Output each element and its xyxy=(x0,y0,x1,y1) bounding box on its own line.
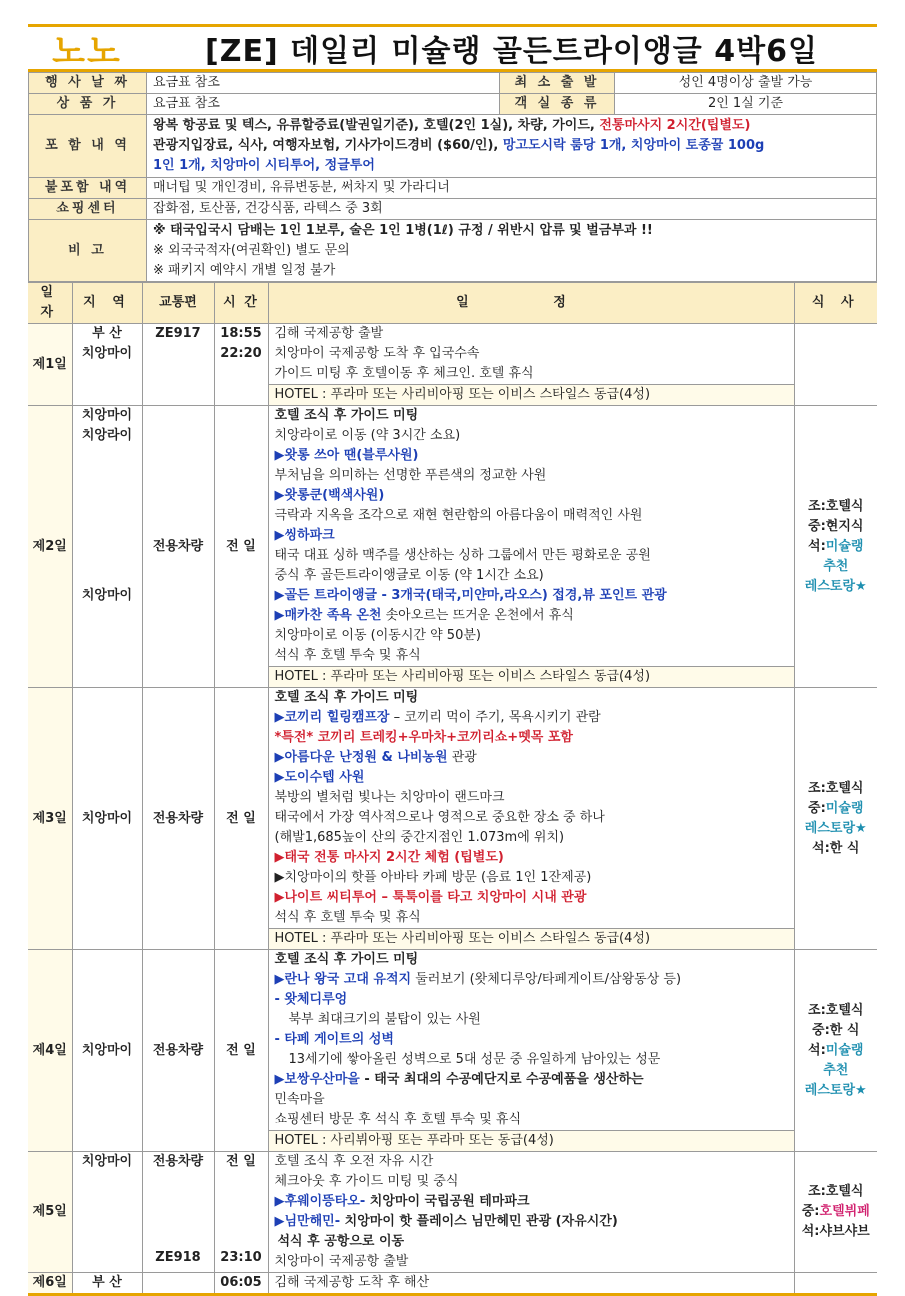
transport-1: 전용차량 xyxy=(152,1154,204,1169)
schedule-line: 치앙마이 국제공항 출발 xyxy=(274,1254,409,1269)
meal-dinner: 석:한 식 xyxy=(812,840,860,856)
time-1: 전 일 xyxy=(226,1154,256,1169)
col-time: 시 간 xyxy=(214,283,268,324)
day-time: 전 일 xyxy=(214,406,268,688)
include-label: 포 함 내 역 xyxy=(29,115,147,178)
price-value: 요금표 참조 xyxy=(147,94,500,115)
schedule-line: 석식 후 호텔 투숙 및 휴식 xyxy=(274,648,421,663)
meal-dinner: 석:샤브샤브 xyxy=(801,1224,870,1239)
buffet-label: 호텔뷔페 xyxy=(819,1204,870,1219)
exclude-value: 매너팁 및 개인경비, 유류변동분, 써차지 및 가라디너 xyxy=(147,178,877,199)
day-city: 부 산 xyxy=(72,1273,142,1295)
schedule-table xyxy=(28,282,877,1296)
schedule-line: 가이드 미팅 후 호텔이동 후 체크인. 호텔 휴식 xyxy=(274,366,534,381)
nimman-name: ▶님만해민- xyxy=(274,1214,341,1229)
day-schedule xyxy=(268,406,794,688)
day-schedule xyxy=(268,1152,794,1273)
shopping-label: 쇼핑센터 xyxy=(29,199,147,220)
day-time: 06:05 xyxy=(214,1273,268,1295)
schedule-line xyxy=(275,748,788,768)
park-desc: 치앙마이 국립공원 테마파크 xyxy=(365,1194,530,1209)
room-type-value: 2인 1실 기준 xyxy=(615,94,877,115)
michelin-label: 미슐랭 xyxy=(825,538,864,554)
room-type-label: 객 실 종 류 xyxy=(500,94,615,115)
city-2: 치앙라이 xyxy=(81,428,133,443)
schedule-line: 김해 국제공항 출발 xyxy=(274,326,384,341)
meal-lunch: 중:현지식 xyxy=(808,518,864,534)
col-meal: 식 사 xyxy=(794,283,877,324)
day-time: 전 일 xyxy=(214,950,268,1152)
day-city xyxy=(72,324,142,406)
document-header xyxy=(28,24,877,72)
schedule-line: 호텔 조식 후 가이드 미팅 xyxy=(274,952,419,967)
michelin-label: 미슐랭 xyxy=(825,800,864,816)
schedule-line: 극락과 지옥을 조각으로 재현 현란함의 아름다움이 매력적인 사원 xyxy=(274,508,643,523)
meal-lunch xyxy=(797,1202,876,1222)
hotel-line: HOTEL : 사리뷔아핑 또는 푸라마 또는 동급(4성) xyxy=(269,1130,794,1151)
time-1: 18:55 xyxy=(220,326,262,341)
include-gifts: 망고도시락 룸당 1개, 치앙마이 토종꿀 100g xyxy=(502,138,765,153)
schedule-line: 호텔 조식 후 가이드 미팅 xyxy=(274,408,419,423)
day-city: 치앙마이 xyxy=(72,688,142,950)
schedule-line xyxy=(275,708,788,728)
page-title: [ZE] 데일리 미슐랭 골든트라이앵글 4박6일 xyxy=(205,34,818,69)
day-schedule xyxy=(268,950,794,1152)
meal-prefix: 석: xyxy=(808,1042,826,1058)
meal-lunch xyxy=(797,799,876,819)
meal-breakfast: 조:호텔식 xyxy=(808,1184,864,1199)
spacer xyxy=(75,446,140,586)
schedule-line: 북부 최대크기의 불탑이 있는 사원 xyxy=(288,1012,481,1027)
schedule-line xyxy=(275,970,788,990)
include-massage: 전통마사지 2시간(팁별도) xyxy=(599,118,751,133)
meal-dinner xyxy=(797,537,876,557)
note-value xyxy=(147,220,877,282)
schedule-line: 북방의 별처럼 빛나는 치앙마이 랜드마크 xyxy=(274,790,505,805)
schedule-line: 호텔 조식 후 가이드 미팅 xyxy=(274,690,419,705)
schedule-line: 치앙라이로 이동 (약 3시간 소요) xyxy=(274,428,461,443)
schedule-line: ▶도이수텝 사원 xyxy=(274,770,365,785)
flight-number: ZE917 xyxy=(155,326,201,341)
day-label: 제2일 xyxy=(28,406,72,688)
day-label: 제1일 xyxy=(28,324,72,406)
meal-restaurant: 레스토랑★ xyxy=(804,820,867,836)
col-schedule: 일 정 xyxy=(268,283,794,324)
schedule-line: 쇼핑센터 방문 후 석식 후 호텔 투숙 및 휴식 xyxy=(274,1112,522,1127)
day-row-3 xyxy=(28,688,877,950)
schedule-line: *특전* 코끼리 트레킹+우마차+코끼리쇼+뗏목 포함 xyxy=(274,730,573,745)
schedule-line: ▶골든 트라이앵글 - 3개국(태국,미얀마,라오스) 접경,뷰 포인트 관광 xyxy=(274,588,667,603)
shopping-value: 잡화점, 토산품, 건강식품, 라텍스 중 3회 xyxy=(147,199,877,220)
schedule-line: ▶나이트 씨티투어 – 툭툭이를 타고 치앙마이 시내 관광 xyxy=(274,890,587,905)
day-row-4 xyxy=(28,950,877,1152)
schedule-line: ▶태국 전통 마사지 2시간 체험 (팁별도) xyxy=(274,850,504,865)
day-schedule xyxy=(268,324,794,406)
schedule-line: 태국에서 가장 역사적으로나 영적으로 중요한 장소 중 하나 xyxy=(274,810,605,825)
michelin-label: 미슐랭 xyxy=(825,1042,864,1058)
schedule-line: 태국 대표 싱하 맥주를 생산하는 싱하 그룹에서 만든 평화로운 공원 xyxy=(274,548,651,563)
garden-name: ▶아름다운 난정원 & 나비농원 xyxy=(274,750,448,765)
schedule-line: 민속마을 xyxy=(274,1092,325,1107)
day-transport xyxy=(142,1152,214,1273)
meal-restaurant: 레스토랑★ xyxy=(804,1082,867,1098)
spa-name: ▶매카찬 족욕 온천 xyxy=(274,608,382,623)
meal-breakfast: 조:호텔식 xyxy=(808,498,864,514)
time-2: 23:10 xyxy=(220,1250,262,1265)
city-3: 치앙마이 xyxy=(81,588,133,603)
col-day: 일 자 xyxy=(28,283,72,324)
day-time xyxy=(214,1152,268,1273)
include-line-1: 왕복 항공료 및 텍스, 유류할증료(발권일기준), 호텔(2인 1실), 차량, 가이드, xyxy=(153,118,600,133)
departure-value: 요금표 참조 xyxy=(147,73,500,94)
schedule-line: 석식 후 공항으로 이동 xyxy=(277,1234,405,1249)
day-time xyxy=(214,324,268,406)
schedule-line: 치앙마이로 이동 (이동시간 약 50분) xyxy=(274,628,481,643)
day-meal xyxy=(794,688,877,950)
day-label: 제6일 xyxy=(28,1273,72,1295)
meal-recommend: 추천 xyxy=(823,558,849,574)
city-1: 치앙마이 xyxy=(81,408,133,423)
hotel-line: HOTEL : 푸라마 또는 사리비아핑 또는 이비스 스타일스 동급(4성) xyxy=(269,666,794,687)
departure-label: 행 사 날 짜 xyxy=(29,73,147,94)
day-meal xyxy=(794,950,877,1152)
schedule-line: 중식 후 골든트라이앵글로 이동 (약 1시간 소요) xyxy=(274,568,544,583)
camp-name: ▶코끼리 힐링캠프장 xyxy=(274,710,390,725)
min-departure-value: 성인 4명이상 출발 가능 xyxy=(615,73,877,94)
village-desc: - 태국 최대의 수공예단지로 수공예품을 생산하는 xyxy=(359,1072,644,1087)
schedule-line: 김해 국제공항 도착 후 해산 xyxy=(274,1275,430,1290)
day-meal xyxy=(794,1152,877,1273)
schedule-line: 호텔 조식 후 오전 자유 시간 xyxy=(274,1154,434,1169)
meal-recommend: 추천 xyxy=(823,1062,849,1078)
meal-restaurant: 레스토랑★ xyxy=(804,578,867,594)
village-name: ▶보쌍우산마을 xyxy=(274,1072,360,1087)
park-name: ▶후웨이뜽타오- xyxy=(274,1194,366,1209)
product-info-table xyxy=(28,72,877,282)
day-label: 제4일 xyxy=(28,950,72,1152)
day-transport xyxy=(142,1273,214,1295)
meal-prefix: 중: xyxy=(801,1204,820,1219)
day-city: 치앙마이 xyxy=(72,1152,142,1273)
day-row-5 xyxy=(28,1152,877,1273)
schedule-line: - 타페 게이트의 성벽 xyxy=(274,1032,394,1047)
spa-desc: 솟아오르는 뜨거운 온천에서 휴식 xyxy=(381,608,574,623)
include-value xyxy=(147,115,877,178)
site-name: ▶란나 왕국 고대 유적지 xyxy=(274,972,412,987)
schedule-line xyxy=(275,606,788,626)
day-meal xyxy=(794,406,877,688)
note-line-2: ※ 외국국적자(여권확인) 별도 문의 xyxy=(153,242,350,258)
schedule-header-row xyxy=(28,283,877,324)
schedule-line: ▶왓롱 쓰아 땐(블루사원) xyxy=(274,448,419,463)
day-meal xyxy=(794,324,877,406)
include-line-2: 관광지입장료, 식사, 여행자보험, 기사가이드경비 ($60/인), xyxy=(153,138,503,153)
schedule-line: (해발1,685높이 산의 중간지점인 1.073m에 위치) xyxy=(274,830,565,845)
day-city: 치앙마이 xyxy=(72,950,142,1152)
price-label: 상 품 가 xyxy=(29,94,147,115)
day-meal xyxy=(794,1273,877,1295)
city-1: 부 산 xyxy=(92,326,122,341)
day-row-2 xyxy=(28,406,877,688)
schedule-line: 치앙마이 국제공항 도착 후 입국수속 xyxy=(274,346,480,361)
schedule-line: 13세기에 쌓아올린 성벽으로 5대 성문 중 유일하게 남아있는 성문 xyxy=(288,1052,661,1067)
note-line-1: ※ 태국입국시 담배는 1인 1보루, 술은 1인 1병(1ℓ) 규정 / 위반시 압류 및 벌금부과 !! xyxy=(153,222,653,238)
city-2: 치앙마이 xyxy=(81,346,133,361)
flight-number: ZE918 xyxy=(155,1250,201,1265)
brand-logo: 노노 xyxy=(52,31,122,72)
meal-prefix: 석: xyxy=(808,538,826,554)
day-row-6 xyxy=(28,1273,877,1295)
col-city: 지 역 xyxy=(72,283,142,324)
note-label: 비 고 xyxy=(29,220,147,282)
col-transport: 교통편 xyxy=(142,283,214,324)
exclude-label: 불포함 내역 xyxy=(29,178,147,199)
garden-desc: 관광 xyxy=(447,750,477,765)
spacer xyxy=(145,1172,212,1248)
meal-lunch: 중:한 식 xyxy=(812,1022,860,1038)
schedule-line xyxy=(275,1192,788,1212)
min-departure-label: 최 소 출 발 xyxy=(500,73,615,94)
schedule-line xyxy=(275,1212,788,1232)
schedule-line xyxy=(275,1070,788,1090)
day-schedule xyxy=(268,1273,794,1295)
note-line-3: ※ 패키지 예약시 개별 일정 불가 xyxy=(153,262,336,278)
camp-desc: – 코끼리 먹이 주기, 목욕시키기 관람 xyxy=(389,710,601,725)
meal-breakfast: 조:호텔식 xyxy=(808,1002,864,1018)
day-city xyxy=(72,406,142,688)
time-2: 22:20 xyxy=(220,346,262,361)
meal-dinner xyxy=(797,1041,876,1061)
spacer xyxy=(217,1172,266,1248)
schedule-line: ▶왓롱쿤(백색사원) xyxy=(274,488,385,503)
day-time: 전 일 xyxy=(214,688,268,950)
meal-breakfast: 조:호텔식 xyxy=(808,780,864,796)
site-desc: 둘러보기 (왓체디루앙/타페게이트/삼왕동상 등) xyxy=(411,972,682,987)
schedule-line: ▶씽하파크 xyxy=(274,528,335,543)
day-schedule xyxy=(268,688,794,950)
schedule-line: - 왓체디루엉 xyxy=(274,992,348,1007)
day-label: 제5일 xyxy=(28,1152,72,1273)
day-row-1 xyxy=(28,324,877,406)
day-transport xyxy=(142,324,214,406)
hotel-line: HOTEL : 푸라마 또는 사리비아핑 또는 이비스 스타일스 동급(4성) xyxy=(269,384,794,405)
schedule-line: 석식 후 호텔 투숙 및 휴식 xyxy=(274,910,421,925)
schedule-line: 부처님을 의미하는 선명한 푸른색의 정교한 사원 xyxy=(274,468,547,483)
day-transport: 전용차량 xyxy=(142,688,214,950)
hotel-line: HOTEL : 푸라마 또는 사리비아핑 또는 이비스 스타일스 동급(4성) xyxy=(269,928,794,949)
schedule-line: ▶치앙마이의 핫플 아바타 카페 방문 (음료 1인 1잔제공) xyxy=(274,870,592,885)
include-line-3: 1인 1개, 치앙마이 시티투어, 정글투어 xyxy=(153,158,375,173)
nimman-desc: 치앙마이 핫 플레이스 님만헤민 관광 (자유시간) xyxy=(340,1214,618,1229)
day-label: 제3일 xyxy=(28,688,72,950)
meal-prefix: 중: xyxy=(808,800,826,816)
schedule-line: 체크아웃 후 가이드 미팅 및 중식 xyxy=(274,1174,459,1189)
day-transport: 전용차량 xyxy=(142,950,214,1152)
day-transport: 전용차량 xyxy=(142,406,214,688)
